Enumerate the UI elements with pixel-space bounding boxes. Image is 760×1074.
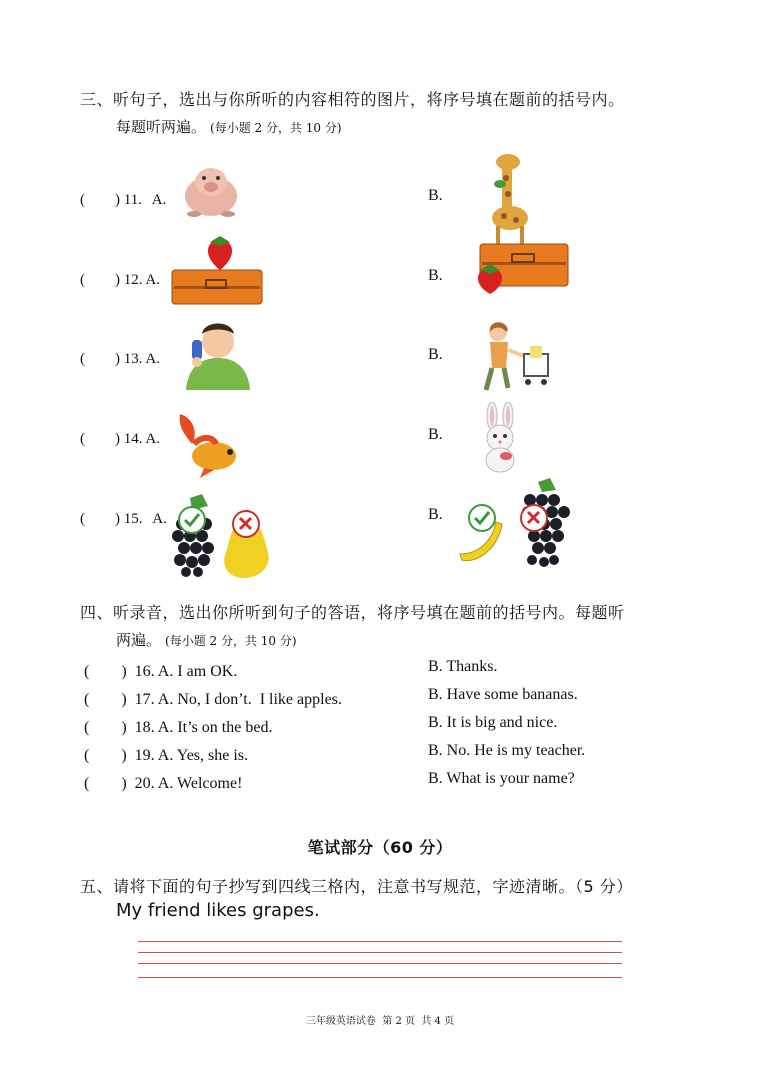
written-part-heading: 笔试部分（60 分）	[307, 838, 453, 857]
q17-row	[84, 686, 342, 709]
answer-bracket[interactable]: ( )	[84, 775, 127, 792]
question-number: 13. A.	[123, 351, 161, 367]
section3-subtitle: 每题听两遍。	[116, 118, 207, 136]
answer-bracket[interactable]: ( )	[84, 691, 127, 708]
answer-bracket[interactable]: ( )	[84, 663, 127, 680]
strawberry-beside-suitcase-icon	[466, 242, 570, 296]
section4-score-note: (每小题 2 分，共 10 分)	[165, 634, 297, 648]
page-footer: 三年级英语试卷 第 2 页 共 4 页	[305, 1016, 455, 1027]
option-b: B. It is big and nice.	[428, 714, 558, 731]
giraffe-icon	[480, 148, 540, 246]
option-a: 19. A. Yes, she is.	[134, 747, 249, 764]
option-a: 17. A. No, I don’t. I like apples.	[134, 691, 342, 708]
rabbit-icon	[472, 402, 532, 474]
q19-row	[84, 742, 248, 765]
option-a: 18. A. It’s on the bed.	[134, 719, 273, 736]
answer-bracket[interactable]: ( )	[84, 719, 127, 736]
option-a-label: A.	[151, 192, 167, 208]
section3-score-note: (每小题 2 分，共 10 分)	[210, 121, 342, 135]
section4-title: 四、听录音，选出你所听到句子的答语，将序号填在题前的括号内。每题听	[80, 603, 625, 622]
option-a-label: A.	[152, 511, 167, 527]
option-a: 20. A. Welcome!	[134, 775, 243, 792]
banana-check-grapes-cross-icon	[458, 478, 576, 578]
option-b: B. What is your name?	[428, 770, 575, 787]
handwriting-area[interactable]	[138, 936, 622, 986]
q12-row	[80, 268, 160, 289]
section3-instructions	[116, 116, 342, 137]
option-b: B. Have some bananas.	[428, 686, 578, 703]
q20-row	[84, 770, 242, 793]
check-mark-icon	[468, 504, 496, 532]
section4-instructions	[116, 629, 297, 650]
q16-row	[84, 658, 237, 681]
answer-bracket[interactable]: ( )	[80, 431, 120, 447]
q11-row	[80, 188, 166, 209]
question-number: 15.	[123, 511, 143, 527]
option-b-label: B.	[428, 187, 443, 204]
question-number: 12. A.	[123, 272, 161, 288]
check-mark-icon	[178, 506, 206, 534]
goldfish-icon	[174, 404, 244, 480]
answer-bracket[interactable]: ( )	[84, 747, 127, 764]
q13-row	[80, 347, 160, 368]
question-number: 14. A.	[123, 431, 161, 447]
option-b-label: B.	[428, 506, 443, 523]
cross-mark-icon	[232, 510, 260, 538]
grapes-check-pear-cross-icon	[168, 488, 274, 580]
option-b-label: B.	[428, 426, 443, 443]
section5-title: 五、请将下面的句子抄写到四线三格内，注意书写规范，字迹清晰。（5 分）	[80, 877, 633, 896]
answer-bracket[interactable]: ( )	[80, 192, 120, 208]
answer-bracket[interactable]: ( )	[80, 351, 120, 367]
option-b: B. Thanks.	[428, 658, 498, 675]
section3-title: 三、听句子，选出与你所听的内容相符的图片，将序号填在题前的括号内。	[80, 90, 625, 109]
answer-bracket[interactable]: ( )	[80, 511, 120, 527]
answer-bracket[interactable]: ( )	[80, 272, 120, 288]
cross-mark-icon	[520, 504, 548, 532]
grapes-and-pear-icon	[168, 488, 274, 580]
man-on-phone-icon	[180, 318, 254, 390]
strawberry-on-suitcase-icon	[170, 236, 264, 306]
copy-sentence: My friend likes grapes.	[116, 900, 320, 921]
section4-subtitle: 两遍。	[116, 631, 162, 649]
q15-row	[80, 507, 167, 528]
pig-icon	[180, 162, 242, 218]
question-number: 11.	[123, 192, 142, 208]
option-b-label: B.	[428, 346, 443, 363]
option-b-label: B.	[428, 267, 443, 284]
q18-row	[84, 714, 272, 737]
woman-shopping-cart-icon	[478, 320, 552, 398]
q14-row	[80, 427, 160, 448]
option-a: 16. A. I am OK.	[134, 663, 238, 680]
option-b: B. No. He is my teacher.	[428, 742, 586, 759]
